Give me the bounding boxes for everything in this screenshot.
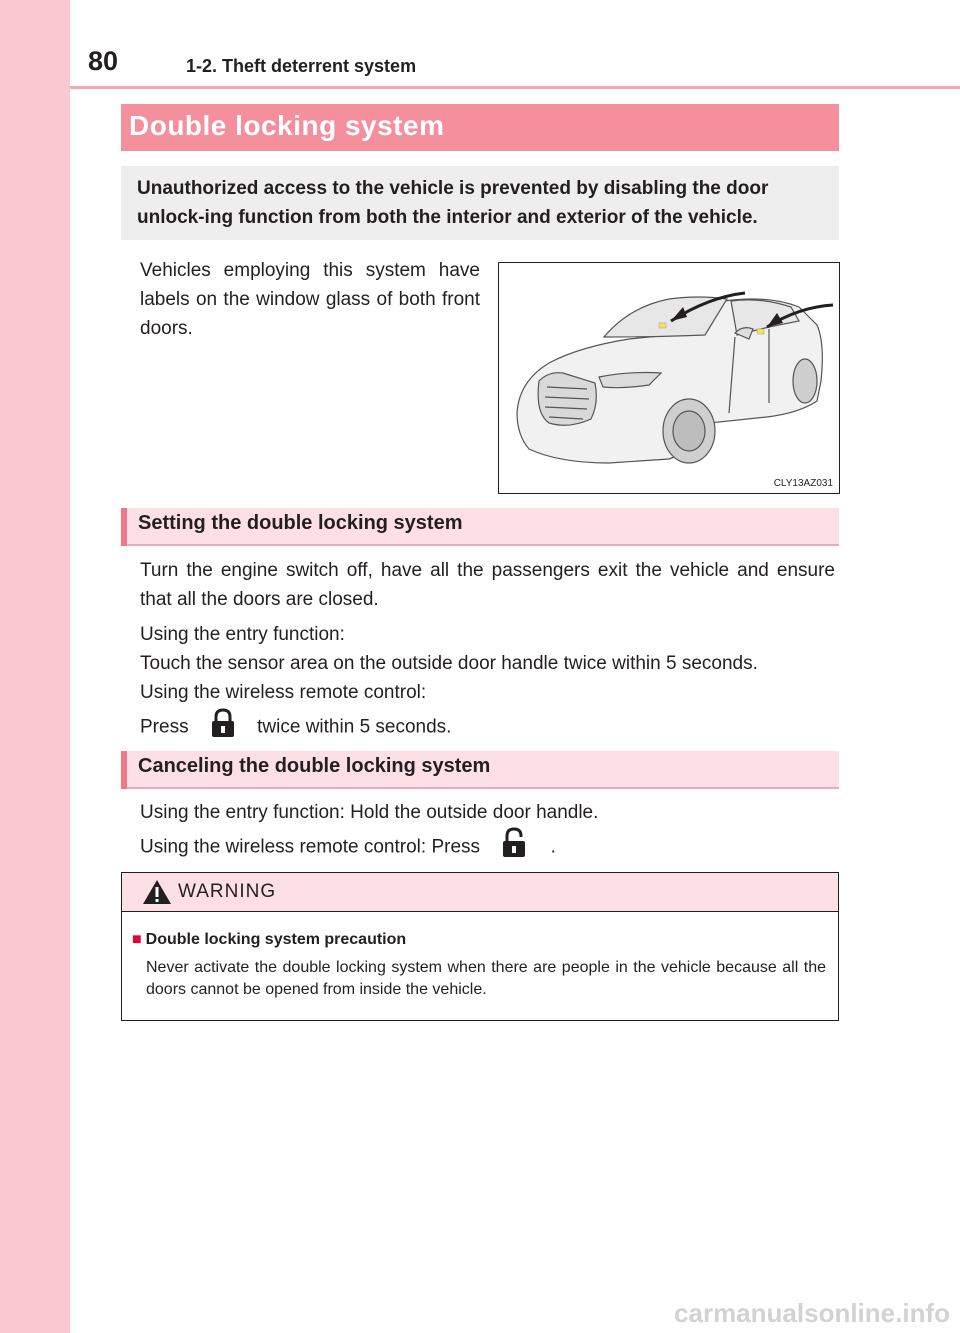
canceling-section-heading: Canceling the double locking system: [138, 755, 491, 777]
unlock-icon: [499, 827, 529, 868]
cancel-press-suffix: .: [550, 836, 556, 858]
setting-line-press: [140, 707, 835, 748]
canceling-line-remote: [140, 827, 835, 868]
canceling-line-entry: Using the entry function: Hold the outside door handle.: [140, 802, 599, 823]
warning-box: [121, 872, 839, 1021]
page-title: Double locking system: [129, 110, 445, 141]
figure-code: CLY13AZ031: [773, 478, 833, 489]
setting-line-remote: Using the wireless remote control:: [140, 682, 427, 703]
press-suffix: twice within 5 seconds.: [257, 716, 452, 738]
square-bullet-icon: ■: [132, 931, 142, 948]
press-prefix: Press: [140, 716, 189, 738]
warning-title: [132, 931, 406, 949]
warning-triangle-icon: [142, 879, 172, 910]
car-illustration: [498, 262, 840, 494]
setting-line-entry: Using the entry function:: [140, 624, 345, 645]
canceling-section-heading-bar: [121, 751, 839, 789]
section-title-bar: [121, 104, 839, 151]
page-number: 80: [88, 46, 119, 76]
warning-title-text: Double locking system precaution: [145, 931, 407, 948]
setting-section-heading-bar: [121, 508, 839, 546]
warning-label: WARNING: [178, 881, 277, 902]
warning-body: Never activate the double locking system when there are people in the vehicle because all the doors cannot be opened from inside the vehicle.: [146, 959, 826, 998]
section-accent: [121, 508, 127, 546]
intro-paragraph: Vehicles employing this system have labels on the window glass of both front doors.: [140, 260, 480, 339]
intro-box: [121, 166, 839, 240]
setting-paragraph: Turn the engine switch off, have all the passengers exit the vehicle and ensure that all the doors are closed.: [140, 560, 835, 610]
setting-section-heading: Setting the double locking system: [138, 512, 463, 534]
cancel-press-prefix: Using the wireless remote control: Press: [140, 836, 481, 858]
chapter-title: 1-2. Theft deterrent system: [186, 56, 417, 76]
setting-line-touch: Touch the sensor area on the outside door handle twice within 5 seconds.: [140, 653, 758, 674]
lock-icon: [208, 707, 238, 748]
intro-text: Unauthorized access to the vehicle is prevented by disabling the door unlock-ing function from both the interior and exterior of the vehicle.: [137, 178, 769, 228]
header-rule: [70, 86, 960, 89]
page-side-band: [0, 0, 70, 1333]
car-drawing: [499, 263, 839, 493]
warning-header: [122, 873, 838, 912]
section-accent: [121, 751, 127, 789]
watermark: carmanualsonline.info: [674, 1298, 950, 1328]
